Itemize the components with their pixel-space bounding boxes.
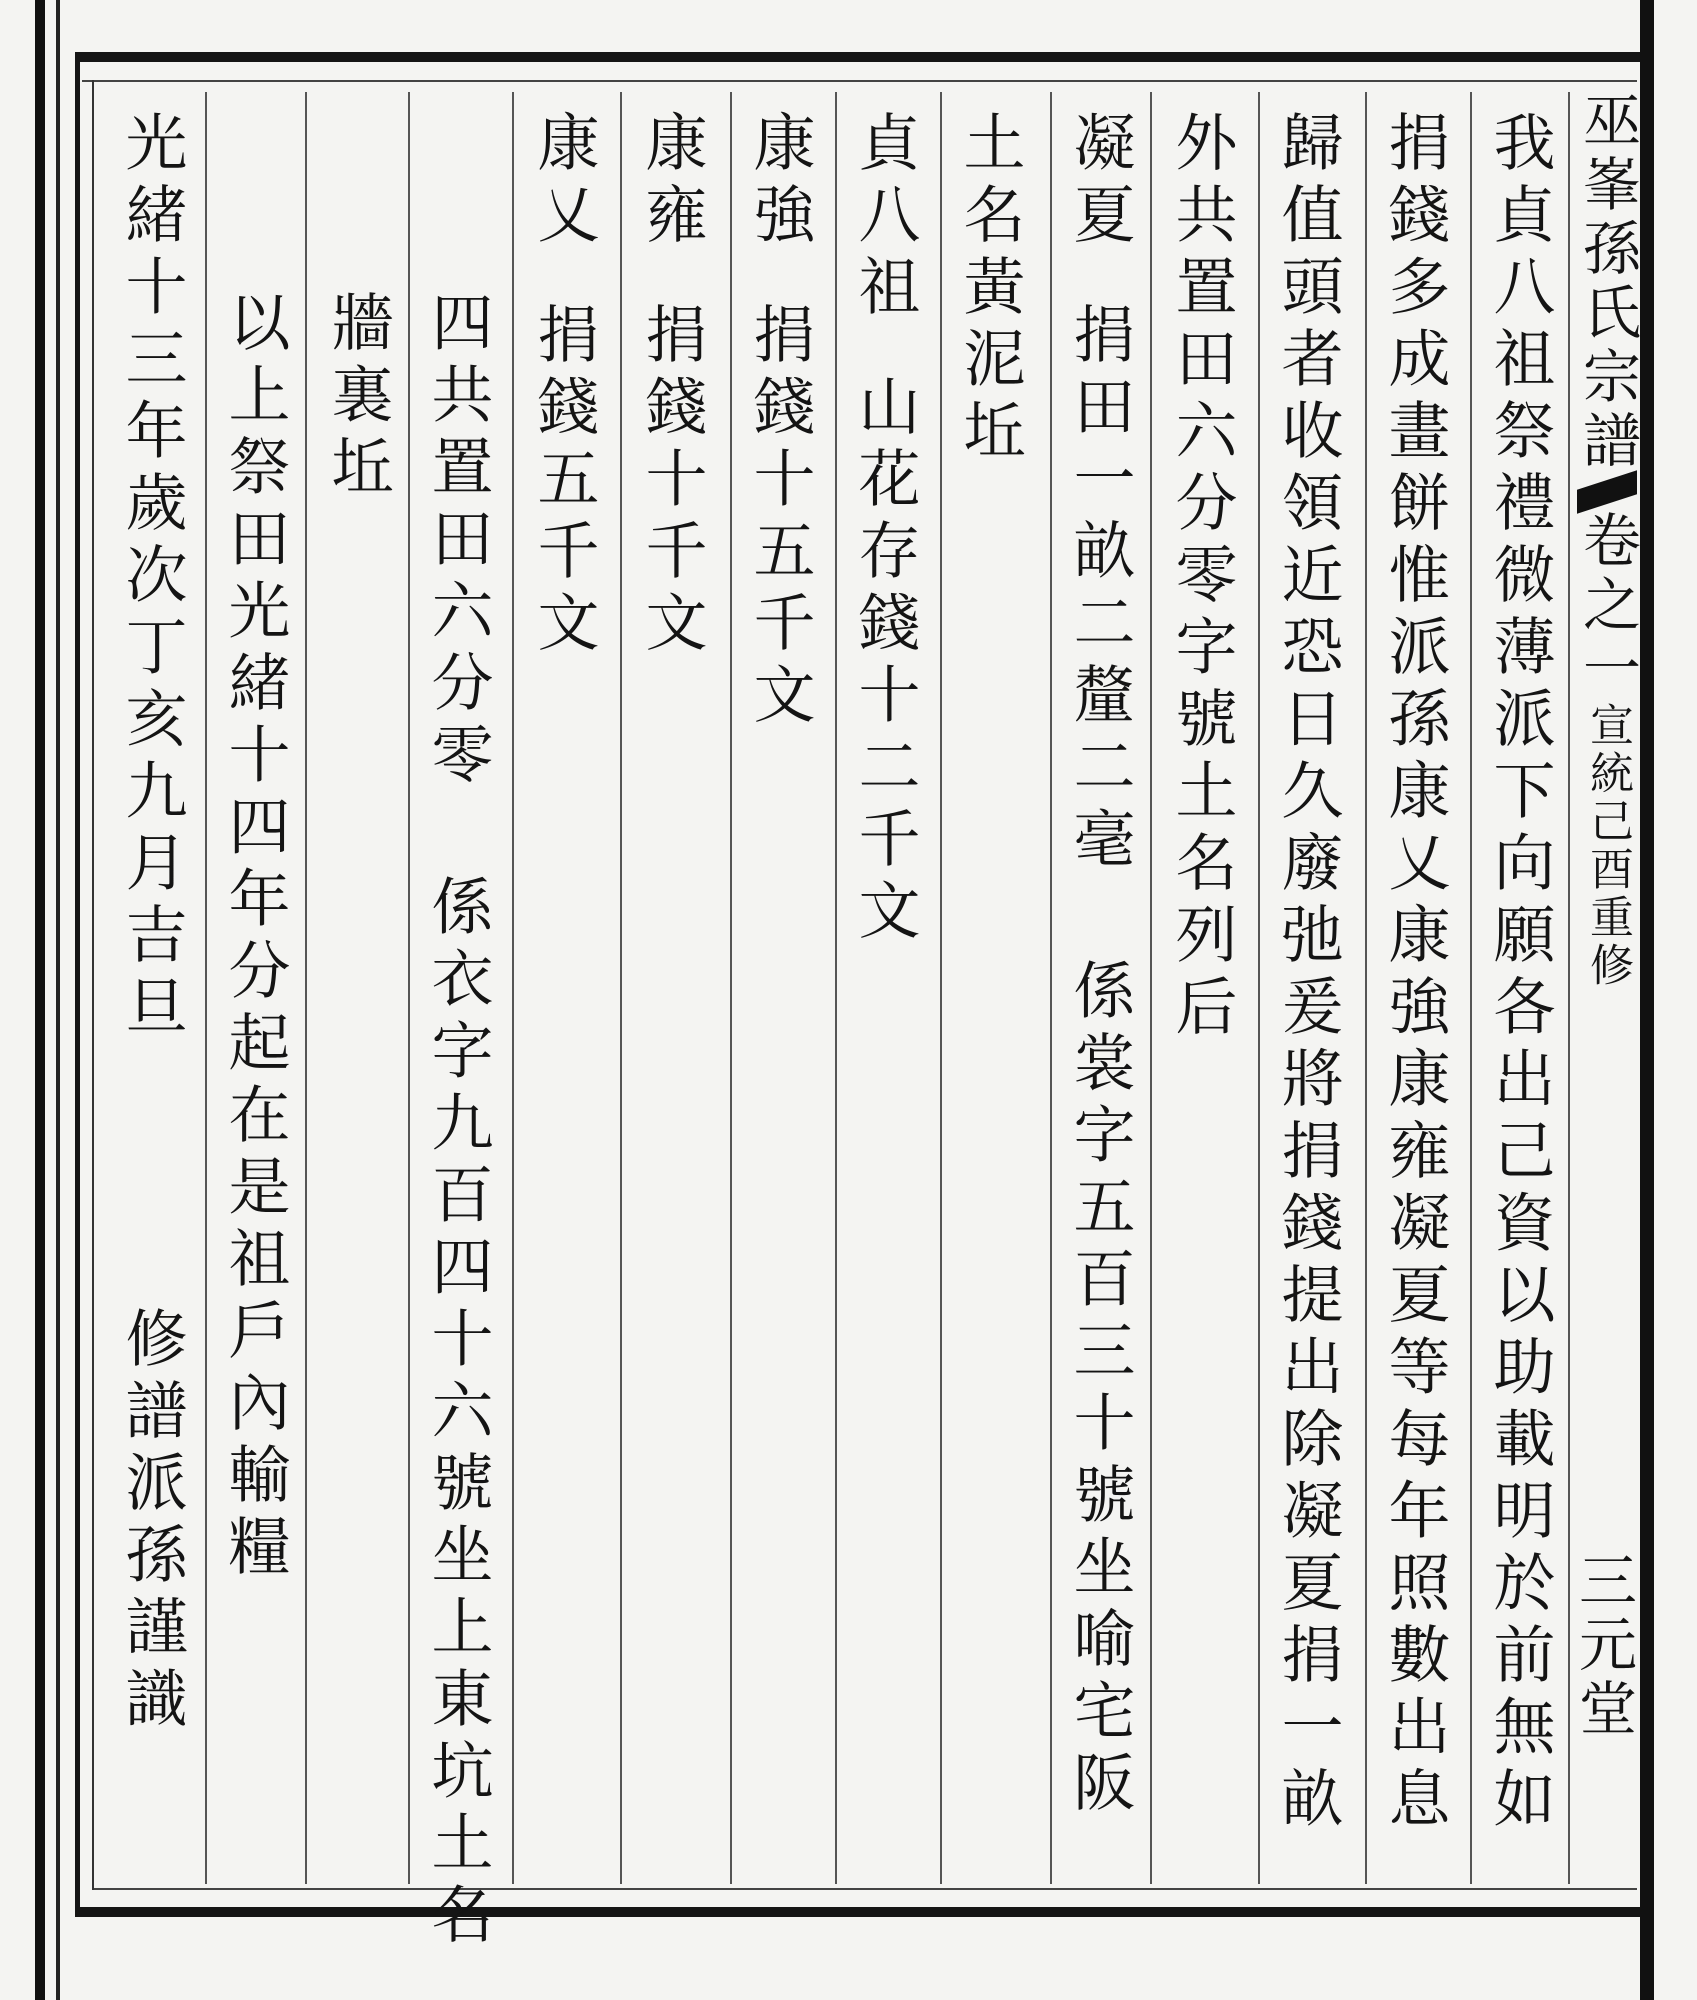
text-column-5 — [1060, 110, 1138, 1822]
donor-name: 貞八祖 — [848, 110, 921, 326]
donor-name: 康雍 — [635, 110, 708, 254]
text-column-8 — [740, 110, 818, 734]
donor-name: 康強 — [743, 110, 816, 254]
text-column-14 — [112, 110, 190, 1738]
land-summary: 四共置田六分零 — [421, 290, 494, 794]
edition-label: 宣統己酉重修 — [1582, 702, 1633, 990]
column-text: 以上祭田光緒十四年分起在是祖戶內輸糧 — [218, 290, 291, 1586]
text-column-10 — [524, 110, 602, 662]
volume-label: 卷之一 — [1573, 510, 1641, 702]
place-name: 牆裏坵 — [321, 290, 394, 506]
land-record: 係裳字五百三十號坐喻宅阪 — [1063, 958, 1136, 1822]
column-rule — [1050, 92, 1052, 1884]
column-rule — [1258, 92, 1260, 1884]
column-rule — [940, 92, 942, 1884]
column-rule — [835, 92, 837, 1884]
donation-amount: 山花存錢十二千文 — [848, 374, 921, 950]
frame-inner-left-rule — [92, 80, 94, 1890]
text-column-6 — [950, 110, 1028, 470]
column-text: 外共置田六分零字號土名列后 — [1165, 110, 1238, 1046]
donation-amount: 捐錢五千文 — [527, 302, 600, 662]
column-rule — [1150, 92, 1152, 1884]
text-column-11 — [418, 290, 496, 1954]
date-line: 光緒十三年歲次丁亥九月吉旦 — [115, 110, 188, 1046]
text-column-3 — [1268, 110, 1346, 1838]
column-text: 歸值頭者收領近恐日久廢弛爰將捐錢提出除凝夏捐一畝 — [1271, 110, 1344, 1838]
donor-name: 康乂 — [527, 110, 600, 254]
column-rule — [620, 92, 622, 1884]
column-text: 我貞八祖祭禮微薄派下向願各出己資以助載明於前無如 — [1483, 110, 1556, 1838]
text-column-4 — [1162, 110, 1240, 1046]
column-text: 捐錢多成畫餅惟派孫康乂康強康雍凝夏等每年照數出息 — [1378, 110, 1451, 1838]
genealogy-title: 巫峯孫氏宗譜 — [1573, 90, 1641, 474]
donation-amount: 捐錢十五千文 — [743, 302, 816, 734]
text-column-12 — [318, 290, 396, 506]
text-column-1 — [1480, 110, 1558, 1838]
binding-edge — [35, 0, 45, 2000]
title-divider-mark — [1577, 470, 1637, 513]
donor-name: 凝夏 — [1063, 110, 1136, 254]
donation-amount: 捐錢十千文 — [635, 302, 708, 662]
column-rule — [1470, 92, 1472, 1884]
column-rule — [408, 92, 410, 1884]
text-column-13 — [215, 290, 293, 1586]
donation-amount: 捐田一畝二釐二毫 — [1063, 302, 1136, 878]
frame-inner-top-rule — [82, 80, 1637, 82]
hall-name: 三元堂 — [1569, 1550, 1637, 1742]
signature-line: 修譜派孫謹識 — [115, 1306, 188, 1738]
page-fold-edge — [1640, 0, 1654, 2000]
text-column-2 — [1375, 110, 1453, 1838]
text-column-9 — [632, 110, 710, 662]
land-record: 係衣字九百四十六號坐上東坑土名 — [421, 874, 494, 1954]
column-rule — [305, 92, 307, 1884]
column-rule — [205, 92, 207, 1884]
place-name: 土名黃泥坵 — [953, 110, 1026, 470]
frame-inner-bottom-rule — [92, 1888, 1637, 1890]
binding-edge-line — [56, 0, 60, 2000]
column-rule — [730, 92, 732, 1884]
column-rule — [512, 92, 514, 1884]
column-rule — [1365, 92, 1367, 1884]
text-column-7 — [845, 110, 923, 950]
